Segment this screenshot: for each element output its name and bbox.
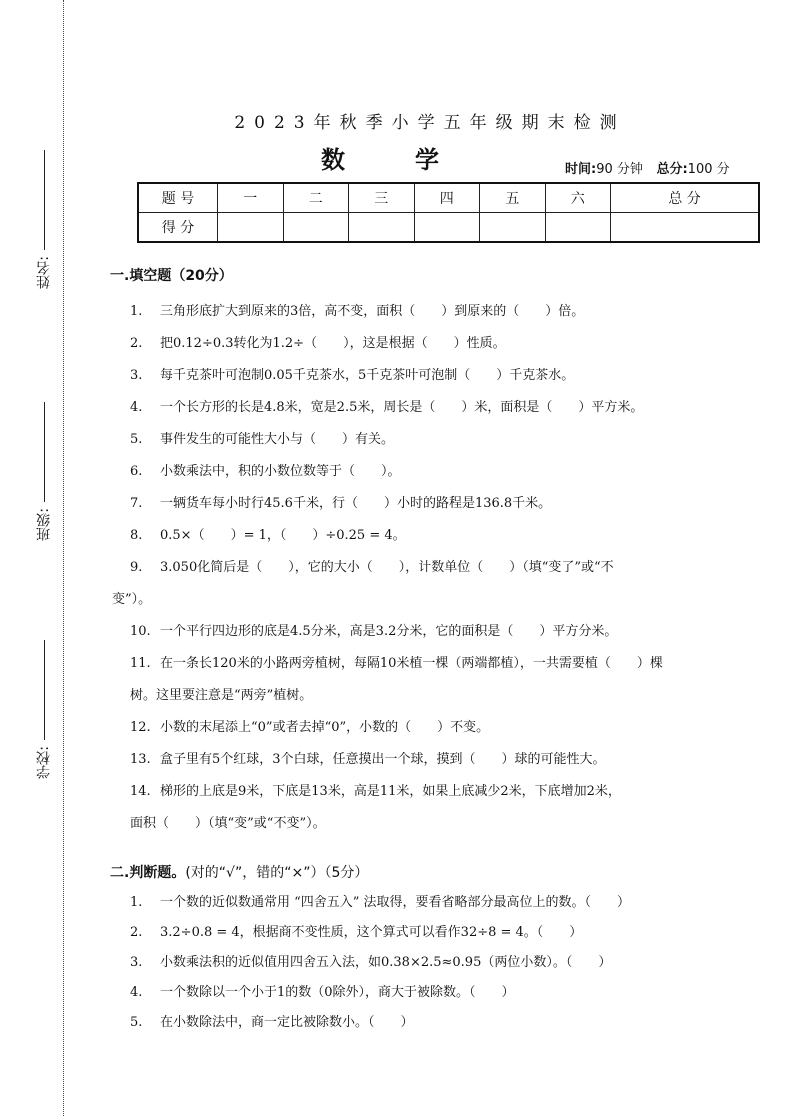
question-continuation: 树。这里要注意是“两旁”植树。 bbox=[130, 688, 313, 703]
score-header-cell: 六 bbox=[545, 183, 611, 213]
binding-dotted-line bbox=[63, 0, 64, 1116]
question-item bbox=[130, 752, 750, 768]
subject-title: 数学 bbox=[321, 146, 509, 174]
score-table bbox=[137, 182, 760, 243]
score-header-cell: 五 bbox=[480, 183, 546, 213]
question-text: 一个数除以一个小于1的数（0除外），商大于被除数。（ ） bbox=[160, 985, 515, 1000]
question-item bbox=[130, 560, 750, 576]
question-text: 一个长方形的长是4.8米，宽是2.5米，周长是（ ）米，面积是（ ）平方米。 bbox=[160, 400, 644, 415]
score-row-label: 得 分 bbox=[138, 213, 218, 243]
question-number: 2. bbox=[130, 336, 143, 351]
question-item bbox=[130, 496, 750, 512]
question-item bbox=[130, 304, 750, 320]
score-cell-2[interactable] bbox=[283, 213, 349, 243]
question-number: 13. bbox=[130, 752, 151, 767]
score-header-cell: 三 bbox=[349, 183, 415, 213]
section1-title: 一.填空题（20分） bbox=[110, 268, 233, 284]
question-text: 把0.12÷0.3转化为1.2÷（ ），这是根据（ ）性质。 bbox=[160, 336, 506, 351]
question-item bbox=[130, 784, 750, 800]
question-number: 14. bbox=[130, 784, 151, 799]
question-number: 2. bbox=[130, 925, 143, 940]
school-underline bbox=[44, 640, 45, 740]
question-text: 梯形的上底是9米，下底是13米，高是11米，如果上底减少2米，下底增加2米， bbox=[160, 784, 621, 799]
question-text: 一个数的近似数通常用 “四舍五入” 法取得，要看省略部分最高位上的数。（ ） bbox=[160, 895, 631, 910]
question-number: 9. bbox=[130, 560, 143, 575]
judge-item bbox=[130, 985, 750, 1001]
exam-meta bbox=[565, 158, 730, 177]
question-number: 7. bbox=[130, 496, 143, 511]
question-number: 10. bbox=[130, 624, 151, 639]
section2-title bbox=[110, 862, 368, 882]
score-header-cell: 二 bbox=[283, 183, 349, 213]
question-text: 小数乘法积的近似值用四舍五入法，如0.38×2.5≈0.95（两位小数）。（ ） bbox=[160, 955, 612, 970]
score-header-cell: 题 号 bbox=[138, 183, 218, 213]
question-number: 1. bbox=[130, 304, 143, 319]
question-text: 小数乘法中，积的小数位数等于（ ）。 bbox=[160, 464, 401, 479]
school-field[interactable] bbox=[30, 640, 58, 779]
question-continuation: 变”）。 bbox=[112, 592, 152, 607]
question-number: 5. bbox=[130, 432, 143, 447]
name-underline bbox=[44, 150, 45, 250]
question-item bbox=[130, 432, 750, 448]
total-value: 100 分 bbox=[687, 162, 730, 177]
question-number: 3. bbox=[130, 368, 143, 383]
total-label: 总分: bbox=[656, 162, 688, 177]
class-underline bbox=[44, 402, 45, 502]
question-number: 8. bbox=[130, 528, 143, 543]
question-number: 4. bbox=[130, 400, 143, 415]
score-header-row bbox=[138, 183, 759, 213]
name-label: 姓名: bbox=[36, 256, 52, 289]
question-text: 在小数除法中，商一定比被除数小。（ ） bbox=[160, 1015, 414, 1030]
score-cell-5[interactable] bbox=[480, 213, 546, 243]
name-field[interactable] bbox=[30, 150, 58, 289]
question-item bbox=[130, 400, 750, 416]
judge-item bbox=[130, 955, 750, 971]
exam-title: 2023年秋季小学五年级期末检测 bbox=[234, 113, 626, 133]
question-text: 0.5×（ ）= 1，（ ）÷0.25 = 4。 bbox=[160, 528, 406, 543]
question-text: 每千克茶叶可泡制0.05千克茶水，5千克茶叶可泡制（ ）千克茶水。 bbox=[160, 368, 575, 383]
section2-heading: 二.判断题。 bbox=[110, 865, 186, 881]
class-label: 班级: bbox=[36, 508, 52, 541]
score-cell-1[interactable] bbox=[218, 213, 284, 243]
score-cell-4[interactable] bbox=[414, 213, 480, 243]
question-number: 1. bbox=[130, 895, 143, 910]
question-item bbox=[130, 464, 750, 480]
school-label: 学校: bbox=[36, 746, 52, 779]
question-text: 一个平行四边形的底是4.5分米，高是3.2分米，它的面积是（ ）平方分米。 bbox=[160, 624, 618, 639]
judge-item bbox=[130, 925, 750, 941]
question-text: 小数的末尾添上“0”或者去掉“0”，小数的（ ）不变。 bbox=[160, 720, 490, 735]
score-cell-3[interactable] bbox=[349, 213, 415, 243]
question-text: 事件发生的可能性大小与（ ）有关。 bbox=[160, 432, 395, 447]
score-cell-total[interactable] bbox=[611, 213, 759, 243]
score-cell-6[interactable] bbox=[545, 213, 611, 243]
class-field[interactable] bbox=[30, 402, 58, 541]
time-value: 90 分钟 bbox=[596, 162, 643, 177]
section2-note: (对的“√”，错的“×”）（5分） bbox=[185, 865, 369, 881]
question-text: 盒子里有5个红球，3个白球，任意摸出一个球，摸到（ ）球的可能性大。 bbox=[160, 752, 606, 767]
question-item bbox=[130, 624, 750, 640]
question-text: 3.050化简后是（ ），它的大小（ ），计数单位（ ）（填“变了”或“不 bbox=[160, 560, 614, 575]
question-number: 11. bbox=[130, 656, 151, 671]
question-number: 4. bbox=[130, 985, 143, 1000]
question-number: 6. bbox=[130, 464, 143, 479]
score-header-cell: 四 bbox=[414, 183, 480, 213]
question-number: 12. bbox=[130, 720, 151, 735]
judge-item bbox=[130, 1015, 750, 1031]
question-item bbox=[130, 528, 750, 544]
question-number: 5. bbox=[130, 1015, 143, 1030]
question-continuation: 面积（ ）（填“变”或“不变”）。 bbox=[130, 816, 326, 831]
question-text: 三角形底扩大到原来的3倍，高不变，面积（ ）到原来的（ ）倍。 bbox=[160, 304, 585, 319]
question-item bbox=[130, 720, 750, 736]
question-item bbox=[130, 336, 750, 352]
question-text: 在一条长120米的小路两旁植树，每隔10米植一棵（两端都植），一共需要植（ ）棵 bbox=[160, 656, 663, 671]
score-header-cell: 总 分 bbox=[611, 183, 759, 213]
judge-item bbox=[130, 895, 750, 911]
question-number: 3. bbox=[130, 955, 143, 970]
question-text: 一辆货车每小时行45.6千米，行（ ）小时的路程是136.8千米。 bbox=[160, 496, 552, 511]
question-item bbox=[130, 656, 750, 672]
question-text: 3.2÷0.8 = 4，根据商不变性质，这个算式可以看作32÷8 = 4。（ ） bbox=[160, 925, 583, 940]
time-label: 时间: bbox=[565, 162, 597, 177]
question-item bbox=[130, 368, 750, 384]
score-value-row bbox=[138, 213, 759, 243]
score-header-cell: 一 bbox=[218, 183, 284, 213]
